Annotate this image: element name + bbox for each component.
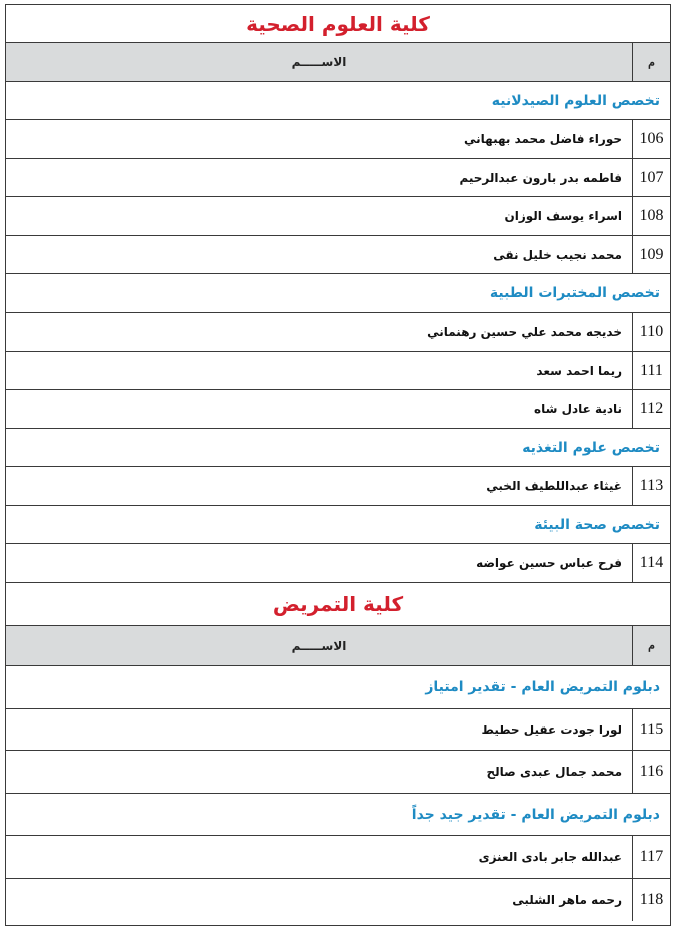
student-name: لورا جودت عقيل حطيط <box>481 722 622 737</box>
college-title-text: كلية التمريض <box>272 592 404 616</box>
student-name: محمد جمال عبدى صالح <box>486 765 622 779</box>
major-heading <box>6 794 670 836</box>
major-heading <box>6 506 670 544</box>
student-number: 117 <box>632 836 670 878</box>
major-heading <box>6 82 670 120</box>
major-heading <box>6 274 670 313</box>
student-name: عبدالله جابر بادى العنزى <box>478 850 622 864</box>
table-row <box>6 390 670 429</box>
student-name: حوراء فاضل محمد بهبهاني <box>464 132 622 146</box>
major-heading-text: تخصص علوم التغذيه <box>522 439 660 456</box>
student-number: 109 <box>632 236 670 273</box>
student-name: فاطمه بدر بارون عبدالرحيم <box>459 170 622 185</box>
student-number: 111 <box>632 352 670 389</box>
student-number: 106 <box>632 120 670 158</box>
major-heading-text: دبلوم التمريض العام - تقدير امتياز <box>425 679 660 695</box>
table-row <box>6 544 670 583</box>
student-number: 112 <box>632 390 670 428</box>
table-header <box>6 626 670 666</box>
student-name: نادية عادل شاه <box>534 402 622 416</box>
student-name: غيثاء عبداللطيف الخبي <box>486 479 622 493</box>
table-row <box>6 352 670 390</box>
student-number: 115 <box>632 709 670 750</box>
header-name: الاســـــم <box>291 55 347 69</box>
table-row <box>6 879 670 921</box>
table-row <box>6 836 670 879</box>
college-title-text: كلية العلوم الصحية <box>246 11 430 36</box>
major-heading <box>6 429 670 467</box>
table-row <box>6 236 670 274</box>
student-name: محمد نجيب خليل نقى <box>493 247 622 262</box>
major-heading-text: تخصص العلوم الصيدلانيه <box>491 92 660 109</box>
major-heading-text: تخصص صحة البيئة <box>534 516 660 533</box>
student-number: 110 <box>632 313 670 351</box>
table-row <box>6 709 670 751</box>
header-name: الاســـــم <box>291 638 347 653</box>
student-name: خديجه محمد علي حسين رهنماني <box>427 325 622 339</box>
student-number: 118 <box>632 879 670 921</box>
table-row <box>6 159 670 197</box>
student-number: 113 <box>632 467 670 505</box>
major-heading <box>6 666 670 709</box>
table-row <box>6 467 670 506</box>
header-number: م <box>632 43 670 81</box>
results-table <box>5 4 671 926</box>
table-header <box>6 43 670 82</box>
student-number: 116 <box>632 751 670 793</box>
student-number: 108 <box>632 197 670 235</box>
student-name: اسراء يوسف الوزان <box>504 209 622 223</box>
header-number: م <box>632 626 670 665</box>
student-number: 107 <box>632 159 670 196</box>
table-row <box>6 751 670 794</box>
table-row <box>6 120 670 159</box>
student-name: فرح عباس حسين عواضه <box>476 556 622 570</box>
student-number: 114 <box>632 544 670 582</box>
table-row <box>6 313 670 352</box>
major-heading-text: تخصص المختبرات الطبية <box>489 285 660 301</box>
major-heading-text: دبلوم التمريض العام - تقدير جيد جداً <box>411 806 660 823</box>
college-title <box>6 583 670 626</box>
table-row <box>6 197 670 236</box>
student-name: ريما احمد سعد <box>536 363 622 378</box>
student-name: رحمه ماهر الشلبى <box>512 893 622 907</box>
college-title <box>6 5 670 43</box>
